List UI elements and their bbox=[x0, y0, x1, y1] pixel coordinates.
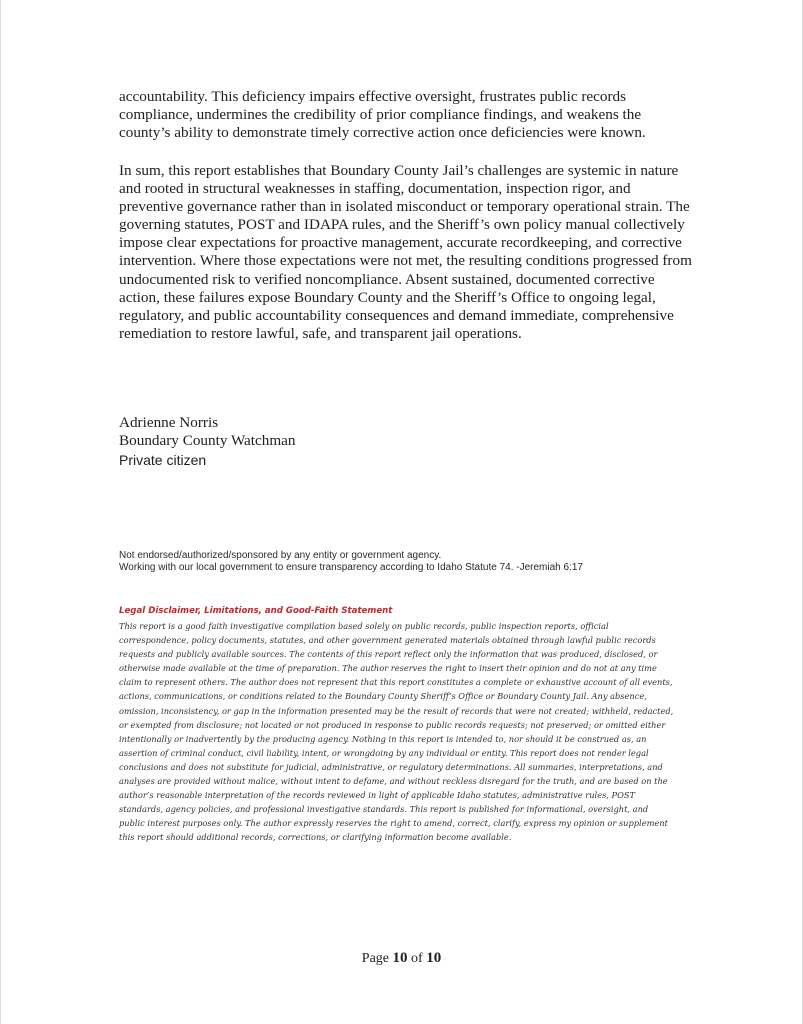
body-paragraph: In sum, this report establishes that Boundary County Jail’s challenges are systemic in nature and rooted in structural weaknesses in staffing, documentation, inspection rigor, and preventive governance rather than in isolated misconduct or temporary operational strain. The governing statutes, POST and IDAPA rules, and the Sheriff’s own policy manual collectively impose clear expectations for proactive management, accurate recordkeeping, and corrective intervention. Where those expectations were not met, the resulting conditions progressed from undocumented risk to verified noncompliance. Absent sustained, documented corrective action, these failures expose Boundary County and the Sheriff’s Office to ongoing legal, regulatory, and public accountability consequences and demand immediate, comprehensive remediation to restore lawful, safe, and transparent jail operations. bbox=[119, 162, 692, 342]
body-paragraph: accountability. This deficiency impairs effective oversight, frustrates public records compliance, undermines the credibility of prior compliance findings, and weakens the county’s ability to demonstrate timely corrective action once deficiencies were known. bbox=[119, 88, 646, 142]
disclaimer-line: omission, inconsistency, or gap in the information presented may be the result of records that were not created; withheld, redacted, bbox=[119, 705, 674, 716]
signature-name: Adrienne Norris bbox=[119, 414, 219, 431]
disclaimer-line: author’s reasonable interpretation of the records reviewed in light of applicable Idaho statutes, administrative rules, POST bbox=[119, 790, 636, 801]
disclaimer-title: Legal Disclaimer, Limitations, and Good-Faith Statement bbox=[119, 606, 393, 616]
signature-organization: Boundary County Watchman bbox=[119, 432, 296, 449]
endorsement-note: Not endorsed/authorized/sponsored by any entity or government agency. bbox=[119, 550, 442, 561]
disclaimer-line: correspondence, policy documents, statutes, and other government generated materials obtained through lawful public records bbox=[119, 635, 656, 646]
total-pages-number: 10 bbox=[426, 950, 442, 966]
disclaimer-line: or exempted from disclosure; not located or not produced in response to public records requests; not preserved; or omitted either bbox=[119, 719, 666, 730]
transparency-note: Working with our local government to ensure transparency according to Idaho Statute 74. -Jeremiah 6:17 bbox=[119, 562, 583, 573]
disclaimer-line: analyses are provided without malice, without intent to defame, and without reckless disregard for the truth, and are based on the bbox=[119, 776, 668, 787]
disclaimer-line: assertion of criminal conduct, civil liability, intent, or wrongdoing by any individual or entity. This report does not render legal bbox=[119, 747, 649, 758]
signature-role: Private citizen bbox=[119, 452, 207, 468]
disclaimer-line: otherwise made available at the time of preparation. The author reserves the right to insert their opinion and do not at any time bbox=[119, 663, 657, 674]
disclaimer-line: standards, agency policies, and professional investigative standards. This report is published for informational, oversight, and bbox=[119, 804, 649, 815]
disclaimer-line: claim to represent others. The author does not represent that this report constitutes a complete or exhaustive account of all events, bbox=[119, 677, 673, 688]
disclaimer-line: This report is a good faith investigative compilation based solely on public records, public inspection reports, official bbox=[119, 621, 609, 631]
disclaimer-line: requests and publicly available sources. The contents of this report reflect only the information that was produced, disclosed, or bbox=[119, 649, 658, 660]
disclaimer-line: actions, communications, or conditions related to the Boundary County Sheriff’s Office or Boundary County Jail. Any absence, bbox=[119, 691, 647, 702]
disclaimer-line: conclusions and does not substitute for judicial, administrative, or regulatory determinations. All summaries, interpretations, and bbox=[119, 761, 663, 772]
disclaimer-body bbox=[119, 619, 694, 845]
disclaimer-line: public interest purposes only. The author expressly reserves the right to amend, correct, clarify, express my opinion or supplement bbox=[119, 818, 668, 829]
disclaimer-line: intentionally or inadvertently by the producing agency. Nothing in this report is intended to, nor should it be construed as, an bbox=[119, 733, 647, 744]
page-label: Page bbox=[361, 951, 390, 966]
page-footer bbox=[1, 950, 802, 967]
disclaimer-line: this report should additional records, corrections, or clarifying information become available. bbox=[119, 832, 512, 843]
of-label: of bbox=[411, 951, 423, 966]
current-page-number: 10 bbox=[392, 950, 408, 966]
